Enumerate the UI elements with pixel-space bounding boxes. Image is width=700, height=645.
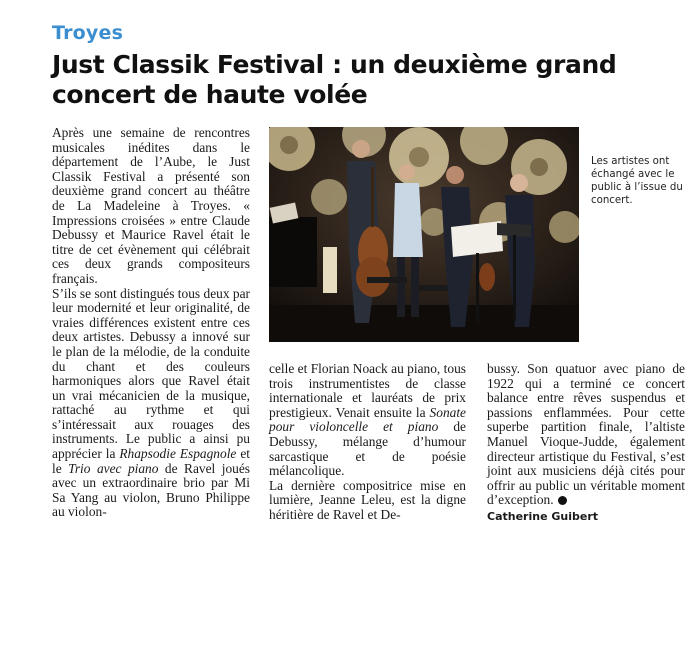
paragraph [269,362,466,479]
paragraph [487,362,685,508]
text-run: et le [52,446,250,476]
photo-caption: Les artistes ont échangé avec le public à l’issue du concert. [591,156,683,206]
kicker: Troyes [52,22,124,44]
article-column-2 [269,362,466,523]
article-column-3 [487,362,685,525]
article-column-1 [52,126,250,520]
text-run: de Debussy, mélange d’humour sarcastique et de poésie mélancolique. [269,419,466,479]
work-title: Trio avec piano [68,460,159,476]
headline: Just Classik Festival : un deuxième grand concert de haute volée [52,50,617,109]
end-mark-icon [558,496,567,505]
concert-photo [269,127,579,342]
text-run: S’ils se sont distingués tous deux par leur modernité et leur originalité, de vraies différences existent entre ces deux artistes. Debussy a innové sur le plan de la mélodie, de la conduite du chant et des couleurs harmoniques alors que Ravel était un vrai mécanicien de la musique, rattaché au rythme et qui s’intéressait aux rouages des instruments. Le public a ainsi pu apprécier la [52,285,250,462]
paragraph: La dernière compositrice mise en lumière, Jeanne Leleu, est la digne héritière de Ravel et De- [269,477,466,522]
byline: Catherine Guibert [487,509,599,523]
paragraph [52,287,250,521]
text-run: celle et Florian Noack au piano, tous trois instrumentistes de classe internationale et lauréats de prix prestigieux. Venait ensuite la [269,361,466,420]
work-title: Sonate pour violoncelle et piano [269,404,466,435]
work-title: Rhapsodie Espagnole [119,446,237,462]
text-run: de Ravel joués avec un extraordinaire brio par Mi Sa Yang au violon, Bruno Philippe au violon- [52,460,251,520]
paragraph: Après une semaine de rencontres musicales inédites dans le département de l’Aube, le Just Classik Festival a présenté son deuxième grand concert au théâtre de La Madeleine à Troyes. « Impressions croisées » entre Claude Debussy et Maurice Ravel était le titre de cet évènement qui célébrait ces deux grands compositeurs français. [52,125,250,286]
text-run: bussy. Son quatuor avec piano de 1922 qui a terminé ce concert balance entre rêves suspendus et passions enflammées. Pour cette superbe partition finale, l’altiste Manuel Vioque-Judde, également directeur artistique du Festival, s’est joint aux musiciens déjà cités pour offrir au public un véritable moment d’exception. [487,361,685,508]
